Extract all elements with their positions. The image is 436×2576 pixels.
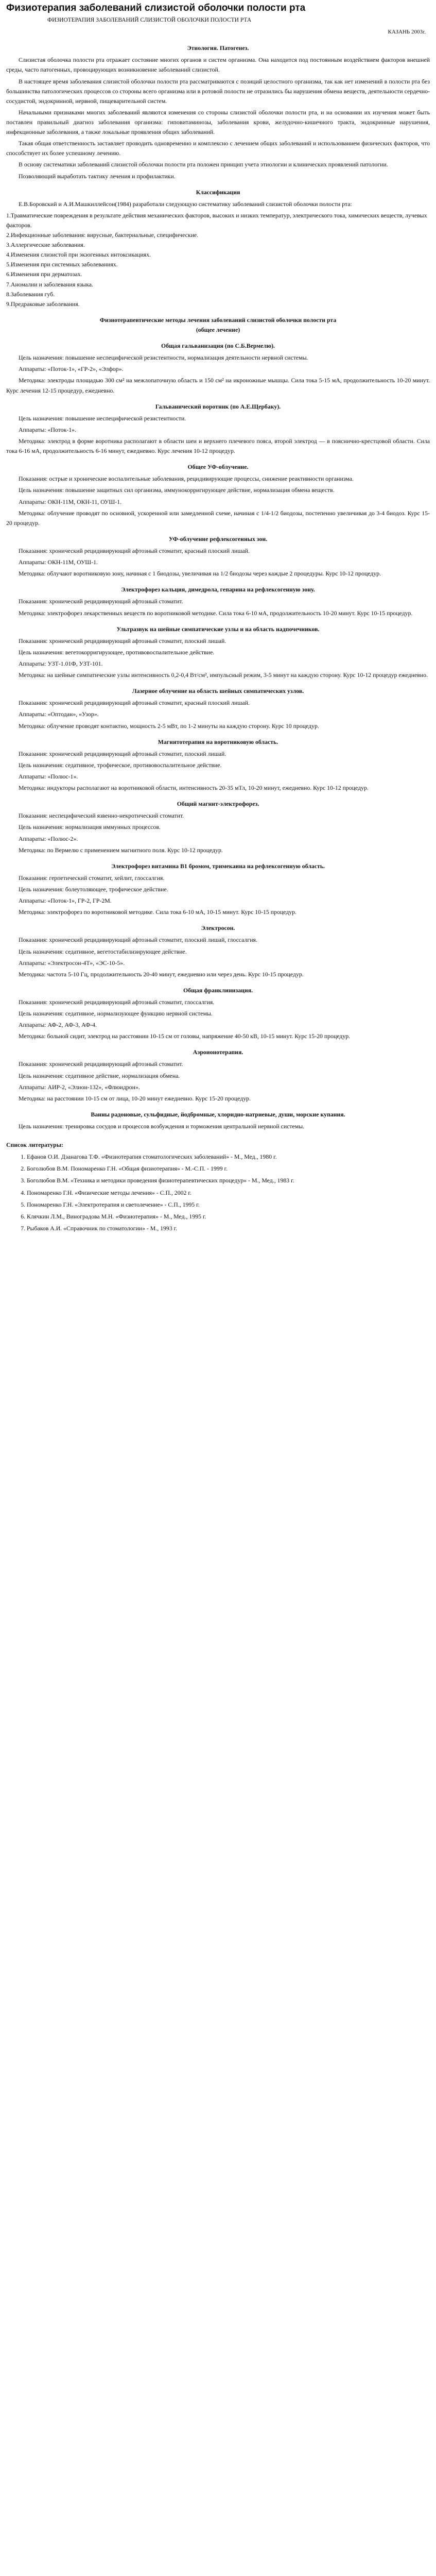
reference-item: 6. Клячкин Л.М., Виноградова М.Н. «Физиотерапия» - М., Мед., 1995 г.	[27, 1212, 430, 1222]
reference-item: 7. Рыбаков А.И. «Справочник по стоматологии» - М., 1993 г.	[27, 1224, 430, 1233]
list-item: 6.Изменения при дерматозах.	[6, 270, 82, 278]
section-heading-reflex-uv: УФ-облучение рефлексогенных зон.	[168, 535, 268, 543]
spacer	[6, 1133, 430, 1136]
paragraph: Методика: по Вермелю с применением магнитного поля. Курс 10-12 процедур.	[19, 846, 223, 854]
section-heading-magnet: Магнитотерапия на воротниковую область.	[158, 738, 278, 745]
section-heading-galvanization: Общая гальванизация (по С.Б.Вермелю).	[161, 342, 275, 350]
paragraph: Цель назначения: нормализация иммунных процессов.	[19, 823, 161, 831]
section-heading-general-magnet: Общий магнит-электрофорез.	[177, 800, 259, 808]
paragraph: Аппараты: «Оптодан», «Узор».	[19, 710, 99, 718]
paragraph: Методика: облучают воротниковую зону, начиная с 1 биодозы, увеличивая на 1/2 биодозы через каждые 2 процедуры. Курс 10-12 процедур.	[19, 570, 381, 578]
paragraph: Показания: острые и хронические воспалительные заболевания, рецидивирующие процессы, снижение реактивности организма.	[19, 475, 354, 483]
list-item: 2.Инфекционные заболевания: вирусные, бактериальные, специфические.	[6, 231, 199, 239]
section-heading-aeroion: Аэроионотерапия.	[193, 1048, 243, 1056]
city-year: КАЗАНЬ 2003г.	[388, 29, 426, 36]
paragraph: В основу систематики заболеваний слизистой оболочки полости рта положен принцип учета этиологии и клинических проявлений патологии.	[19, 161, 388, 168]
section-heading-laser: Лазерное облучение на область шейных симпатических узлов.	[132, 687, 304, 695]
paragraph: Аппараты: АФ-2, АФ-3, АФ-4.	[19, 1021, 97, 1029]
section-heading-methods	[6, 315, 430, 335]
paragraph: Показания: хронический рецидивирующий афтозный стоматит.	[19, 598, 183, 605]
paragraph: Цель назначения: болеутоляющее, трофическое действие.	[19, 885, 168, 893]
paragraph: Показания: хронический рецидивирующий афтозный стоматит, глоссалгия.	[19, 998, 215, 1006]
section-heading-general-uv: Общее УФ-облучение.	[187, 463, 249, 471]
paragraph: В настоящее время заболевания слизистой оболочки полости рта рассматриваются с позиций целостного организма, так как нет изменений в полости рта без большинства патологических процессов со стороны всего организма или в ротовой полости не отразились бы нарушения обмена веществ, деятельности сердечно-сосудистой, эндокринной, нервной, пищеварительной систем.	[6, 77, 430, 105]
paragraph: Методика: облучение проводят контактно, мощность 2-5 мВт, по 1-2 минуты на каждую сторону. Курс 10 процедур.	[19, 722, 319, 730]
list-item: 9.Предраковые заболевания.	[6, 300, 80, 308]
paragraph: Методика: электрофорез по воротниковой методике. Сила тока 6-10 мА, 10-15 минут. Курс 10-15 процедур.	[19, 908, 297, 916]
paragraph: Методика: электрофорез лекарственных веществ по воротниковой методике. Сила тока 6-10 мА, продолжительность 10-20 минут. Курс 10-15 процедур.	[19, 609, 413, 617]
list-item: 7.Аномалии и заболевания языка.	[6, 280, 93, 288]
list-item: 1.Травматические повреждения в результате действия механических факторов, высоких и низких температур, электрического тока, химических веществ, лучевых факторов.	[6, 211, 427, 229]
paragraph: Показания: герпетический стоматит, хейлит, глоссалгия.	[19, 874, 165, 882]
document-page	[0, 0, 436, 1246]
paragraph: Аппараты: «Поток-1».	[19, 426, 76, 433]
paragraph: Показания: хронический рецидивирующий афтозный стоматит, плоский лишай.	[19, 750, 226, 757]
references-list	[27, 1152, 430, 1233]
references-heading: Список литературы:	[6, 1141, 63, 1149]
paragraph: Цель назначения: повышение неспецифической резистентности.	[19, 414, 186, 422]
paragraph: Аппараты: ОКН-11М, ОУШ-1.	[19, 558, 98, 566]
paragraph: Аппараты: «Полюс-2».	[19, 835, 78, 842]
list-item: 4.Изменения слизистой при экзогенных интоксикациях.	[6, 251, 151, 259]
reference-item: 1. Ефанов О.И. Дзанагова Т.Ф. «Физиотерапия стоматологических заболеваний» - М., Мед., 1980 г.	[27, 1152, 430, 1162]
paragraph: Показания: хронический рецидивирующий афтозный стоматит, красный плоский лишай.	[19, 699, 250, 707]
section-heading-baths: Ванны радоновые, сульфидные, йодбромные, хлоридно-натриевые, души, морские купания.	[91, 1110, 345, 1118]
methods-title: Физиотерапевтические методы лечения заболеваний слизистой оболочки полости рта	[99, 316, 337, 324]
section-heading-electrophoresis: Электрофорез кальция, димедрола, гепарина на рефлексогенную зону.	[121, 586, 315, 594]
paragraph: Методика: больной сидит, электрод на расстоянии 10-15 см от головы, напряжение 40-50 кВ, 10-15 минут. Курс 15-20 процедур.	[19, 1032, 351, 1040]
paragraph: Методика: частота 5-10 Гц, продолжительность 20-40 минут, ежедневно или через день. Курс 10-15 процедур.	[19, 970, 304, 978]
paragraph: Аппараты: «Электросон-4Т», «ЭС-10-5».	[19, 959, 125, 967]
paragraph: Цель назначения: седативное действие, нормализация обмена.	[19, 1072, 180, 1079]
paragraph: Цель назначения: вегетокорригирующее, противовоспалительное действие.	[19, 648, 215, 656]
paragraph: Показания: хронический рецидивирующий афтозный стоматит.	[19, 1060, 183, 1068]
paragraph: Аппараты: АИР-2, «Элион-132», «Флюидрон».	[19, 1083, 140, 1091]
paragraph: Цель назначения: повышение защитных сил организма, иммунокорригирующее действие, нормализация обмена веществ.	[19, 486, 335, 494]
paragraph: Позволяющий выработать тактику лечения и профилактики.	[19, 172, 176, 180]
paragraph: Методика: облучение проводят по основной, ускоренной или замедленной схеме, начиная с 1/4-1/2 биодозы, постепенно увеличивая до 3-4 биодоз. Курс 15-20 процедур.	[6, 509, 430, 527]
paragraph: Методика: индукторы располагают на воротниковой области, интенсивность 20-35 мТл, 10-20 минут, ежедневно. Курс 10-12 процедур.	[19, 784, 369, 792]
paragraph: Цель назначения: седативное, трофическое, противовоспалительное действие.	[19, 761, 222, 769]
section-heading-vitamins: Электрофорез витамина B1 бромом, тримекаина на рефлексогенную область.	[111, 862, 325, 870]
paragraph: Начальными признаками многих заболеваний являются изменения со стороны слизистой оболочки полости рта, и на основании их изучения может быть поставлен правильный диагноз заболевания организма: гиповитаминозы, заболевания крови, желудочно-кишечного тракта, эндокринные нарушения, инфекционные заболевания, а также локальные проявления общих заболеваний.	[6, 108, 430, 136]
paragraph: Аппараты: «Полюс-1».	[19, 772, 78, 780]
paragraph: Методика: на шейные симпатические узлы интенсивность 0,2-0,4 Вт/см², импульсный режим, 3-5 минут на каждую сторону. Курс 10-12 процедур ежедневно.	[19, 671, 428, 679]
methods-subtitle: (общее лечение)	[196, 326, 240, 334]
paragraph: Такая общая ответственность заставляет проводить одновременно и комплексно с лечением общих заболеваний и использованием физических факторов, что способствует их более успешному лечению.	[6, 140, 430, 157]
paragraph: Показания: неспецифический язвенно-некротический стоматит.	[19, 812, 184, 820]
section-heading-electrosleep: Электросон.	[201, 924, 235, 932]
paragraph: Методика: электроды площадью 300 см² на межлопаточную область и 150 см² на икроножные мышцы. Сила тока 5-15 мА, продолжительность 10-20 минут. Курс лечения 12-15 процедур, ежедневно.	[6, 377, 430, 394]
classification-list	[6, 211, 430, 309]
paragraph: Е.В.Боровский и А.И.Машкиллейсон(1984) разработали следующую систематику заболеваний слизистой оболочки полости рта:	[19, 200, 352, 208]
section-heading-franklinization: Общая франклинизация.	[183, 986, 253, 994]
reference-item: 4. Пономаренко Г.Н. «Физические методы лечения» - С.П., 2002 г.	[27, 1188, 430, 1198]
paragraph: Аппараты: «Поток-1», «ГР-2», «Элфор».	[19, 365, 124, 373]
paragraph: Аппараты: УЗТ-1.01Ф, УЗТ-101.	[19, 659, 103, 667]
page-subtitle: ФИЗИОТЕРАПИЯ ЗАБОЛЕВАНИЙ СЛИЗИСТОЙ ОБОЛОЧКИ ПОЛОСТИ РТА	[47, 16, 252, 23]
reference-item: 5. Пономаренко Г.Н. «Электротерапия и светолечение» - С.П., 1995 г.	[27, 1200, 430, 1210]
reference-item: 2. Боголюбов В.М. Пономаренко Г.Н. «Общая физиотерапия» - М.-С.П. - 1999 г.	[27, 1164, 430, 1174]
page-title: Физиотерапия заболеваний слизистой оболочки полости рта	[6, 3, 306, 13]
paragraph: Аппараты: «Поток-1», ГР-2, ГР-2М.	[19, 897, 112, 905]
list-item: 3.Аллергические заболевания.	[6, 241, 85, 249]
section-heading-collar: Гальванический воротник (по А.Е.Щербаку).	[155, 402, 281, 410]
paragraph: Показания: хронический рецидивирующий афтозный стоматит, плоский лишай, глоссалгия.	[19, 936, 257, 944]
paragraph: Методика: электрод в форме воротника располагают в области шеи и верхнего плечевого пояса, второй электрод — в пояснично-крестцовой области. Сила тока 6-16 мА, продолжительность 6-16 минут, ежедневно. Курс лечения 10-12 процедур.	[6, 437, 430, 455]
paragraph: Слизистая оболочка полости рта отражает состояние многих органов и систем организма. Она находится под постоянным воздействием факторов внешней среды, часто патогенных, провоцирующих возникновение заболеваний слизистой.	[6, 56, 430, 74]
paragraph: Цель назначения: седативное, вегетостабилизирующее действие.	[19, 947, 187, 955]
section-heading-classification: Классификация	[196, 188, 240, 196]
paragraph: Методика: на расстоянии 10-15 см от лица, 10-20 минут ежедневно. Курс 15-20 процедур.	[19, 1094, 251, 1102]
paragraph: Цель назначения: седативное, нормализующее функцию нервной системы.	[19, 1010, 213, 1018]
paragraph: Аппараты: ОКН-11М, ОКН-11, ОУШ-1.	[19, 498, 122, 505]
paragraph: Цель назначения: тренировка сосудов и процессов возбуждения и торможения центральной нервной системы.	[19, 1123, 305, 1130]
section-heading-etiology: Этиология. Патогенез.	[187, 44, 249, 52]
intro-section	[6, 55, 430, 181]
paragraph: Цель назначения: повышение неспецифической резистентности, нормализация деятельности нервной системы.	[19, 354, 308, 362]
section-heading-ultrasound: Ультразвук на шейные симпатические узлы и на область надпочечников.	[116, 625, 320, 633]
paragraph: Показания: хронический рецидивирующий афтозный стоматит, красный плоский лишай.	[19, 547, 250, 554]
paragraph: Показания: хронический рецидивирующий афтозный стоматит, плоский лишай.	[19, 637, 226, 645]
reference-item: 3. Боголюбов В.М. «Техника и методики проведения физиотерапевтических процедур» - М., Мед., 1983 г.	[27, 1176, 430, 1185]
list-item: 5.Изменения при системных заболеваниях.	[6, 261, 118, 268]
list-item: 8.Заболевания губ.	[6, 290, 55, 298]
